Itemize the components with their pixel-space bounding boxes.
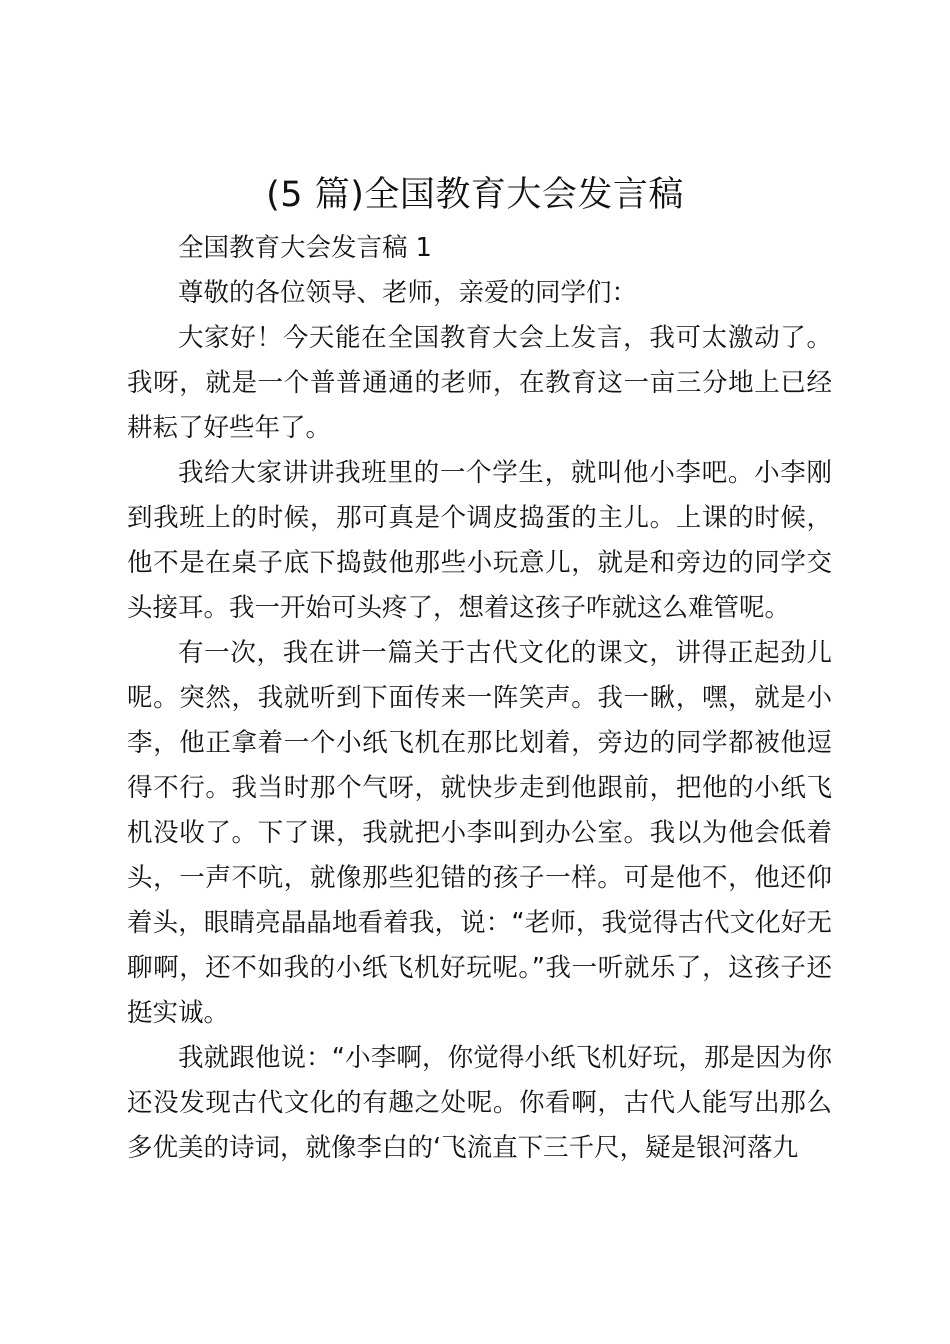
document-body [127,226,832,1171]
salutation: 尊敬的各位领导、老师，亲爱的同学们： [178,278,638,308]
paragraph: 大家好！今天能在全国教育大会上发言，我可太激动了。我呀，就是一个普普通通的老师，在教育这一亩三分地上已经耕耘了好些年了。 [127,323,832,443]
paragraph: 我给大家讲讲我班里的一个学生，就叫他小李吧。小李刚到我班上的时候，那可真是个调皮捣蛋的主儿。上课的时候，他不是在桌子底下捣鼓他那些小玩意儿，就是和旁边的同学交头接耳。我一开始可头疼了，想着这孩子咋就这么难管呢。 [127,458,832,623]
document-title: (5 篇)全国教育大会发言稿 [266,175,684,215]
paragraph: 我就跟他说：“小李啊，你觉得小纸飞机好玩，那是因为你还没发现古代文化的有趣之处呢。你看啊，古代人能写出那么多优美的诗词，就像李白的‘飞流直下三千尺，疑是银河落九 [127,1043,832,1163]
section-heading: 全国教育大会发言稿 1 [178,233,432,263]
paragraph: 有一次，我在讲一篇关于古代文化的课文，讲得正起劲儿呢。突然，我就听到下面传来一阵笑声。我一瞅，嘿，就是小李，他正拿着一个小纸飞机在那比划着，旁边的同学都被他逗得不行。我当时那个气呀，就快步走到他跟前，把他的小纸飞机没收了。下了课，我就把小李叫到办公室。我以为他会低着头，一声不吭，就像那些犯错的孩子一样。可是他不，他还仰着头，眼睛亮晶晶地看着我，说：“老师，我觉得古代文化好无聊啊，还不如我的小纸飞机好玩呢。”我一听就乐了，这孩子还挺实诚。 [127,638,832,1028]
